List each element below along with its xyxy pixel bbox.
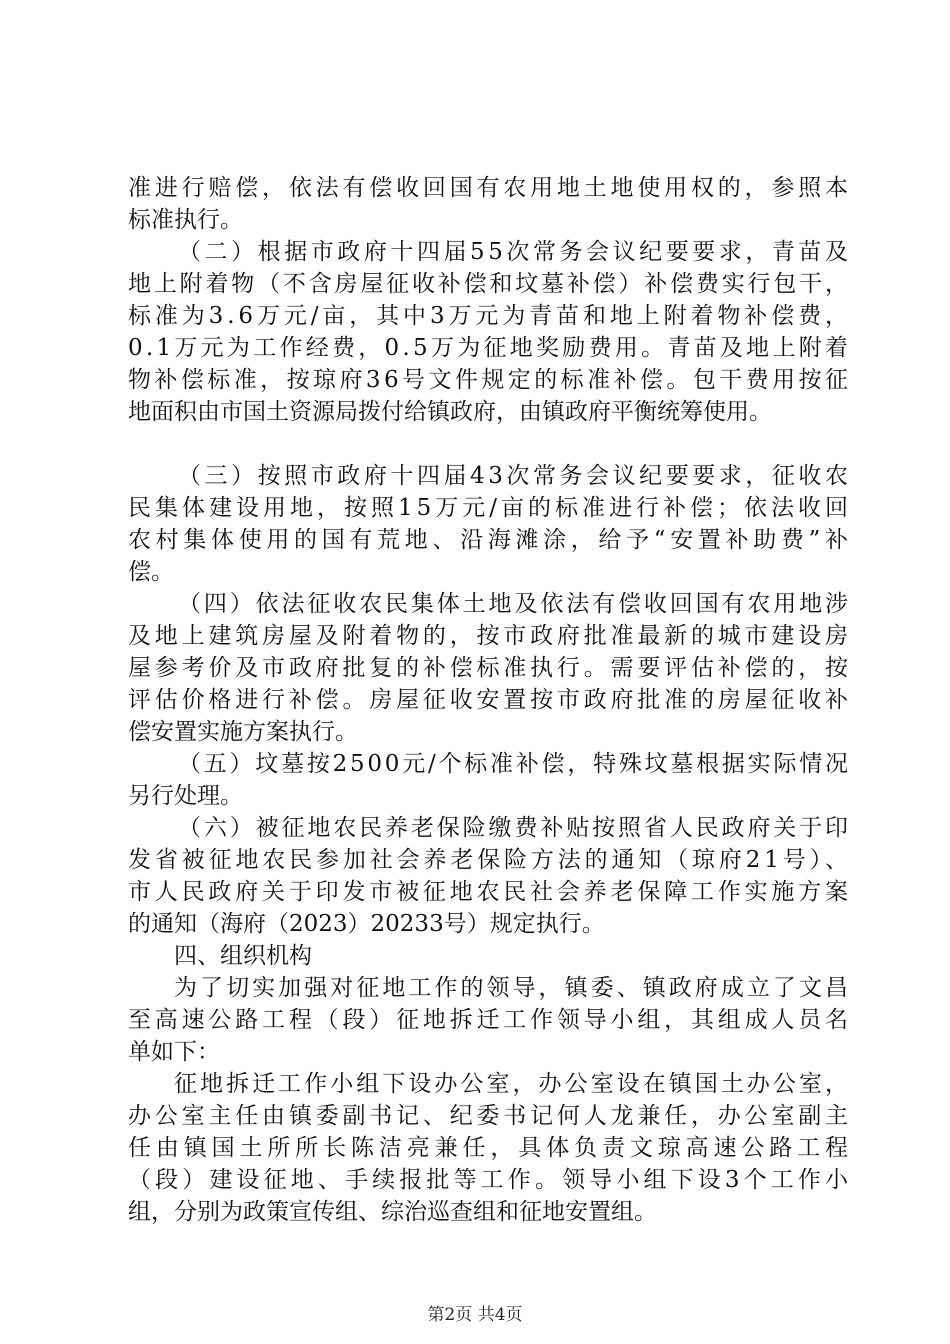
paragraph [128,172,852,236]
text-line: 市人民政府关于印发市被征地农民社会养老保障工作实施方案 [128,879,852,905]
page-number: 第2页 共4页 [427,1305,523,1325]
text-line: 地上附着物（不含房屋征收补偿和坟墓补偿）补偿费实行包干， [128,271,851,297]
text-line: 至高速公路工程（段）征地拆迁工作领导小组，其组成人员名 [128,1007,852,1033]
text-line: 另行处理。 [128,783,243,809]
paragraph [128,812,852,940]
text-line: 标准为3.6万元/亩，其中3万元为青苗和地上附着物补偿费， [128,303,852,329]
text-line: 四、组织机构 [174,943,312,969]
text-line: 任由镇国土所所长陈洁亮兼任，具体负责文琼高速公路工程 [128,1135,853,1161]
page-footer [0,1300,950,1325]
paragraph [128,588,852,748]
text-line: 地面积由市国土资源局拨付给镇政府，由镇政府平衡统筹使用。 [128,399,772,425]
paragraph [128,236,852,428]
text-line: 标准执行。 [128,207,243,233]
text-line: 民集体建设用地，按照15万元/亩的标准进行补偿；依法收回 [128,495,852,521]
text-line: 评估价格进行补偿。房屋征收安置按市政府批准的房屋征收补 [128,687,852,713]
text-line: 征地拆迁工作小组下设办公室，办公室设在镇国土办公室， [174,1071,852,1097]
text-line: 单如下： [128,1039,220,1065]
text-line: （段）建设征地、手续报批等工作。领导小组下设3个工作小 [128,1167,853,1193]
text-line: （四）依法征收农民集体土地及依法有偿收回国有农用地涉 [178,591,851,617]
text-line: （二）根据市政府十四届55次常务会议纪要要求，青苗及 [178,239,852,265]
text-line: 办公室主任由镇委副书记、纪委书记何人龙兼任，办公室副主 [128,1103,852,1129]
text-line: 为了切实加强对征地工作的领导，镇委、镇政府成立了文昌 [174,975,852,1001]
text-line: 偿安置实施方案执行。 [128,719,358,745]
paragraph-gap [128,428,848,460]
paragraph [128,972,852,1068]
text-line: （三）按照市政府十四届43次常务会议纪要要求，征收农 [178,463,852,489]
text-line: 准进行赔偿，依法有偿收回国有农用地土地使用权的，参照本 [128,175,852,201]
text-line: 的通知（海府（2023）20233号）规定执行。 [128,911,605,937]
text-line: 屋参考价及市政府批复的补偿标准执行。需要评估补偿的，按 [128,655,852,681]
text-line: （六）被征地农民养老保险缴费补贴按照省人民政府关于印 [178,815,851,841]
text-line: 及地上建筑房屋及附着物的，按市政府批准最新的城市建设房 [128,623,852,649]
text-line: 组，分别为政策宣传组、综治巡查组和征地安置组。 [128,1199,657,1225]
text-line: 农村集体使用的国有荒地、沿海滩涂，给予“安置补助费”补 [128,527,853,553]
text-line: 偿。 [128,559,174,585]
paragraph [128,1068,853,1228]
section-heading [128,940,848,972]
text-line: 发省被征地农民参加社会养老保险方法的通知（琼府21号）、 [128,847,852,873]
text-line: 0.1万元为工作经费，0.5万为征地奖励费用。青苗及地上附着 [128,335,852,361]
paragraph [128,460,853,588]
text-line: 物补偿标准，按琼府36号文件规定的标准补偿。包干费用按征 [128,367,852,393]
paragraph [128,748,851,812]
document-body [128,172,853,1228]
text-line: （五）坟墓按2500元/个标准补偿，特殊坟墓根据实际情况 [178,751,851,777]
